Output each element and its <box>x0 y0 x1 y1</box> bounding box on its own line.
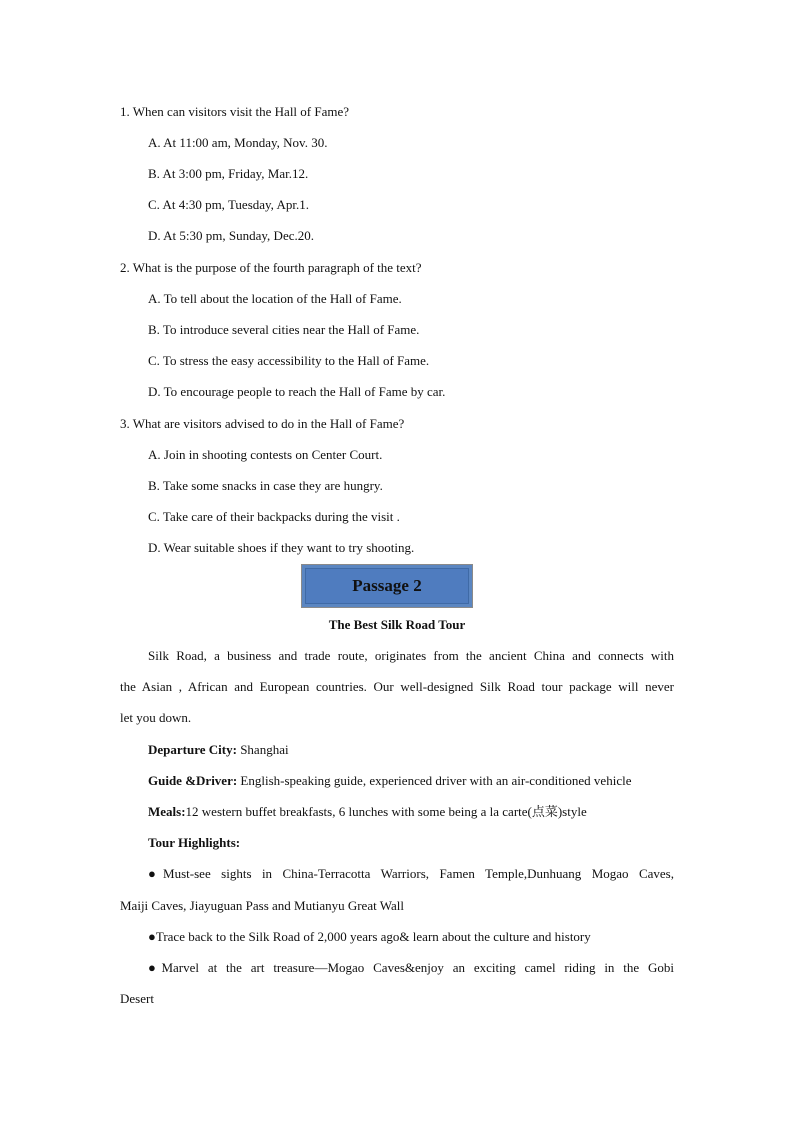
question-1-stem: 1. When can visitors visit the Hall of Fame? <box>120 104 350 119</box>
detail-highlights-label: Tour Highlights: <box>148 835 241 850</box>
highlight-1-line-1: ●Must-see sights in China-Terracotta Warriors, Famen Temple,Dunhuang Mogao Caves, <box>148 866 674 881</box>
highlight-1-line-2: Maiji Caves, Jiayuguan Pass and Mutianyu Great Wall <box>120 898 404 913</box>
highlight-3-line-2: Desert <box>120 991 154 1006</box>
question-3-option-d: D. Wear suitable shoes if they want to try shooting. <box>148 540 415 555</box>
detail-meals <box>148 804 587 820</box>
intro-line-3: let you down. <box>120 710 192 725</box>
question-2-option-d: D. To encourage people to reach the Hall of Fame by car. <box>148 384 446 399</box>
question-3-option-c: C. Take care of their backpacks during the visit . <box>148 509 400 524</box>
detail-guide <box>148 773 631 789</box>
intro-line-2: the Asian , African and European countries. Our well-designed Silk Road tour package will never <box>120 679 674 694</box>
highlight-3-line-1: ●Marvel at the art treasure—Mogao Caves&enjoy an exciting camel riding in the Gobi <box>148 960 674 975</box>
question-3-option-b: B. Take some snacks in case they are hungry. <box>148 478 383 493</box>
detail-guide-label: Guide &Driver: <box>148 773 238 788</box>
passage-banner <box>301 564 473 608</box>
detail-guide-value: English-speaking guide, experienced driver with an air-conditioned vehicle <box>237 773 632 788</box>
question-1-option-a: A. At 11:00 am, Monday, Nov. 30. <box>148 135 328 150</box>
passage-title: The Best Silk Road Tour <box>328 617 466 632</box>
passage-banner-label: Passage 2 <box>352 576 422 595</box>
question-3-stem: 3. What are visitors advised to do in the Hall of Fame? <box>120 416 405 431</box>
detail-meals-value: 12 western buffet breakfasts, 6 lunches with some being a la carte(点菜)style <box>185 804 587 819</box>
detail-departure-value: Shanghai <box>236 742 289 757</box>
highlight-2-line-1: ●Trace back to the Silk Road of 2,000 years ago& learn about the culture and history <box>148 929 591 944</box>
question-1-option-b: B. At 3:00 pm, Friday, Mar.12. <box>148 166 309 181</box>
detail-meals-label: Meals: <box>148 804 186 819</box>
intro-line-1: Silk Road, a business and trade route, originates from the ancient China and connects with <box>148 648 674 663</box>
question-2-option-c: C. To stress the easy accessibility to the Hall of Fame. <box>148 353 430 368</box>
detail-departure-label: Departure City: <box>148 742 237 757</box>
question-1-option-d: D. At 5:30 pm, Sunday, Dec.20. <box>148 228 314 243</box>
detail-highlights <box>148 835 240 851</box>
question-1-option-c: C. At 4:30 pm, Tuesday, Apr.1. <box>148 197 309 212</box>
question-3-option-a: A. Join in shooting contests on Center Court. <box>148 447 383 462</box>
question-2-stem: 2. What is the purpose of the fourth paragraph of the text? <box>120 260 422 275</box>
question-2-option-a: A. To tell about the location of the Hall of Fame. <box>148 291 402 306</box>
question-2-option-b: B. To introduce several cities near the Hall of Fame. <box>148 322 420 337</box>
detail-departure <box>148 742 289 758</box>
